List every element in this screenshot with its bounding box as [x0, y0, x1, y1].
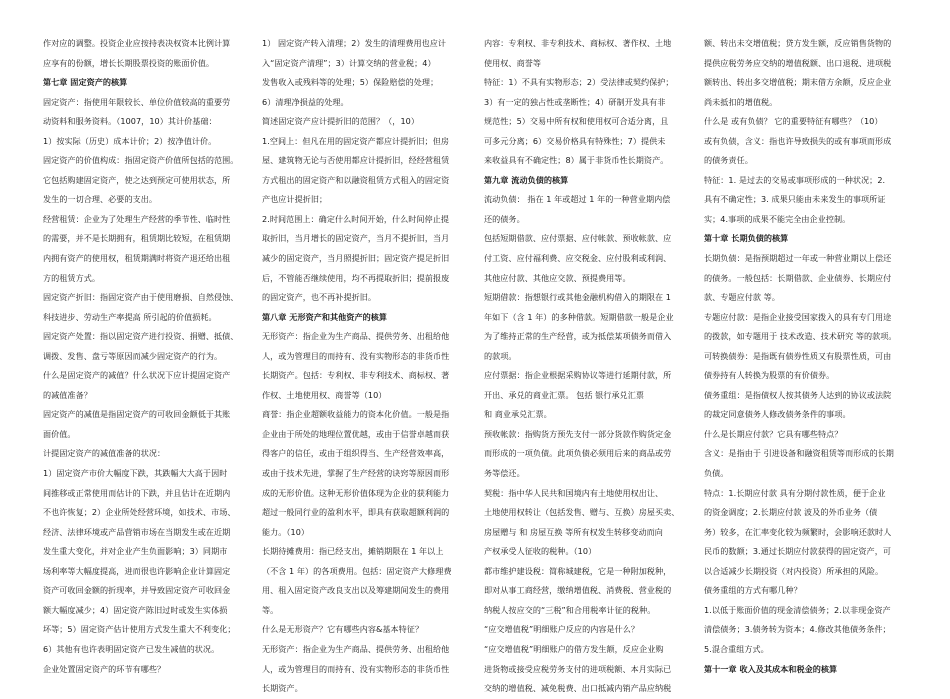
text-line: 款、专题应付款 等。: [704, 292, 780, 303]
text-line: 6）其他有也许表明固定资产已发生减值的状况。: [43, 643, 220, 654]
text-line: 预收帐款：指购货方预先支付一部分货款作购货定金: [484, 428, 672, 439]
text-line: 什么是无形资产？它有哪些内容&基本特征？: [262, 624, 424, 635]
text-line: 经营租赁：企业为了处理生产经营的季节性、临时性: [43, 213, 231, 224]
text-line: 超过一般同行业的盈利水平，即具有获取超额利润的: [262, 507, 450, 518]
text-line: 屋、建筑物无论与否使用都应计提折旧，经经营租赁: [262, 155, 450, 166]
text-line: 无形资产：指企业为生产商品、提供劳务、出租给他: [262, 331, 450, 342]
text-line: 固定资产：指使用年限较长、单位价值较高的重要劳: [43, 96, 231, 107]
text-line: 1）按实际（历史）成本计价；2）按净值计价。: [43, 135, 217, 146]
text-line: 简述固定资产应计提折旧的范围？（，10）: [262, 116, 419, 127]
text-line: 土地使用权转让（包括发售、赠与、互换）房屋买卖、: [484, 507, 680, 518]
text-line: 的裁定同意债务人修改债务条件的事项。: [704, 409, 851, 420]
text-line: 应享有的份额，增长长期股票投资的账面价值。: [43, 57, 215, 68]
text-line: 特点：1.长期应付款 具有分期付款性质，便于企业: [704, 487, 886, 498]
text-line: 额转出、转出多交增值税；期末借方余额，反应企业: [704, 77, 892, 88]
text-line: 入“固定资产清理”；3）计算交纳的营业税；4）: [262, 57, 436, 68]
section-heading: 第九章 流动负债的核算: [484, 174, 569, 185]
text-line: 它包括购建固定资产，使之达到预定可使用状态，所: [43, 174, 231, 185]
text-line: 的债务。一般包括：长期借款、企业债券、长期应付: [704, 272, 892, 283]
text-line: 和 商业承兑汇票。: [484, 409, 552, 420]
text-line: 作对应的调整。投资企业应按持表决权资本比例计算: [43, 38, 231, 48]
text-line: 都市维护建设税：简称城建税，它是一种附加税种，: [484, 565, 672, 576]
text-line: 使用权、商誉等: [484, 57, 542, 68]
text-line: 具有不确定性；3. 成果只能由未来发生的事项所证: [704, 194, 886, 205]
text-line: 动资料和服务资料。（1007，10）其计价基础：: [43, 116, 217, 127]
text-line: 的债务责任。: [704, 155, 753, 166]
text-line: 固定资产处置：指以固定资产进行投资、捐赠、抵债、: [43, 331, 239, 342]
text-line: 的需要，并不是长期拥有，租赁期比较短，在租赁期: [43, 233, 231, 244]
text-line: 特征：1）不具有实物形态；2）受法律或契约保护；: [484, 77, 674, 88]
text-line: 还的债务。: [484, 213, 525, 224]
text-line: 坏等；5）固定资产估计使用方式发生重大不利变化；: [43, 624, 236, 635]
text-line: 能力。（10）: [262, 526, 310, 537]
text-line: 什么是 或有负债？ 它的重要特征有哪些？（10）: [704, 116, 883, 127]
text-line: 计提固定资产的减值准备的状况：: [43, 448, 166, 459]
text-line: 务等偿还。: [484, 468, 525, 479]
text-line: 方的租赁方式。: [43, 272, 101, 283]
text-line: 含义：是指由于 引进设备和融资租赁等而形成的长期: [704, 448, 894, 459]
text-line: 年如下（含 1 年）的多种借款。短期借款一般是企业: [484, 311, 674, 322]
text-line: 长期负债：是指预期超过一年或一种营业期以上偿还: [704, 253, 892, 264]
text-line: 尚未抵扣的增值税。: [704, 96, 778, 107]
text-line: 契税：指中华人民共和国境内有土地使用权出让、: [484, 487, 664, 498]
text-line: 长期资产。包括：专利权、非专利技术、商标权、著: [262, 370, 450, 381]
text-line: 成的无形价值。这种无形价值体现为企业的获利能力: [262, 487, 450, 498]
text-line: 或由于技术先进，掌握了生产经营的诀窍等原因而形: [262, 468, 450, 479]
text-line: 1.空间上：但凡在用的固定资产都应计提折旧；但房: [262, 135, 449, 146]
text-line: 无形资产：指企业为生产商品、提供劳务、出租给他: [262, 643, 450, 654]
text-line: 负债。: [704, 468, 729, 479]
text-line: 的固定资产，也不再补提折旧。: [262, 292, 377, 303]
text-line: 内容：专利权、非专利技术、商标权、著作权、土地: [484, 38, 672, 48]
text-line: 债务重组的方式有哪几种？: [704, 585, 802, 596]
text-line: 减少的固定资产，当月照提折旧；固定资产提足折旧: [262, 253, 450, 264]
text-line: 5.混合重组方式。: [704, 643, 769, 654]
text-line: 发生的一切合理、必要的支出。: [43, 194, 158, 205]
text-line: “应交增值税”明细账户的借方发生额，反应企业购: [484, 643, 664, 654]
text-line: 场利率等大幅度提高，进而很也许影响企业计算固定: [43, 565, 231, 576]
text-line: 可转换债券：是指既有债券性质又有股票性质，可由: [704, 350, 892, 361]
text-line: 债务重组：是指债权人按其债务人达到的协议或法院: [704, 389, 892, 400]
text-line: 企业处置固定资产的环节有哪些？: [43, 663, 166, 674]
text-line: 可多元分离；6）交易价格具有特殊性；7）提供未: [484, 135, 666, 146]
text-column-3: [484, 34, 687, 694]
text-line: 即对从事工商经营，缴纳增值税、消费税、营业税的: [484, 585, 672, 596]
text-line: 长期资产。: [262, 683, 303, 694]
text-line: （不含 1 年）的各项费用。包括：固定资产大修理费: [262, 565, 452, 576]
text-line: 1） 固定资产转入清理；2）发生的清理费用也应计: [262, 38, 447, 48]
text-line: 间推移或正常使用而估计的下跌，并且估计在近期内: [43, 487, 231, 498]
text-line: 专题应付款：是指企业接受国家拨入的具有专门用途: [704, 311, 892, 322]
text-line: 经济、法律环境或产品营销市场在当期发生或在近期: [43, 526, 231, 537]
text-line: 什么是固定资产的减值？什么状况下应计提固定资产: [43, 370, 231, 381]
text-line: 商誉：指企业超额收益能力的资本化价值。一般是指: [262, 409, 450, 420]
text-line: 的减值准备？: [43, 389, 92, 400]
text-line: 固定资产折旧：指固定资产由于使用磨损、自然侵蚀、: [43, 292, 239, 303]
text-line: 发售收入或残料等的处理；5）保险赔偿的处理；: [262, 77, 439, 88]
text-line: 为了维持正常的生产经营，或为抵偿某项债务而借入: [484, 331, 672, 342]
text-line: 产也应计提折旧；: [262, 194, 328, 205]
section-heading: 第十章 长期负债的核算: [704, 233, 789, 244]
text-line: 企业由于所处的地理位置优越，或由于信誉卓越而获: [262, 428, 450, 439]
text-line: 民币的数额；3.通过长期应付款获得的固定资产，可: [704, 546, 891, 557]
text-line: 科技进步、劳动生产率提高 所引起的价值损耗。: [43, 311, 217, 322]
text-line: 提供应税劳务应交纳的增值税额、出口退税、进项税: [704, 57, 892, 68]
text-line: 资产可收回金额的折现率，并导致固定资产可收回金: [43, 585, 231, 596]
text-line: 特征：1. 是过去的交易或事项形成的一种状况；2.: [704, 174, 886, 185]
text-line: 发生重大变化，并对企业产生负面影响；3）同期市: [43, 546, 228, 557]
text-line: 包括短期借款、应付票据、应付帐款、预收帐款、应: [484, 233, 672, 244]
text-line: 人，或为管理目的而持有、没有实物形态的非货币性: [262, 663, 450, 674]
text-line: 的款项。: [484, 350, 517, 361]
text-line: 付工资、应付福利费、应交税金、应付股利或利润、: [484, 253, 672, 264]
text-line: 用、租入固定资产改良支出以及筹建期间发生的费用: [262, 585, 450, 596]
text-line: 固定资产的减值是指固定资产的可收回金额低于其账: [43, 409, 231, 420]
text-line: 人，或为管理目的而持有、没有实物形态的非货币性: [262, 350, 450, 361]
text-line: 流动负债： 指在 1 年或超过 1 年的一种营业期内偿: [484, 194, 671, 205]
text-line: 得客户的信任，或由于组织得当、生产经营效率高，: [262, 448, 450, 459]
text-line: 应付票据：指企业根据采购协议等进行延期付款，所: [484, 370, 672, 381]
text-line: 短期借款：指想银行或其他金融机构借入的期限在 1: [484, 292, 671, 303]
text-line: 开出、承兑的商业汇票。 包括 银行承兑汇票: [484, 389, 644, 400]
text-line: 或有负债，含义：指也许导致损失的或有事项而形成: [704, 135, 892, 146]
text-line: 不也许恢复；2）企业所处经营环境，如技术、市场、: [43, 507, 236, 518]
text-line: 规范性；5）交易中所有权和使用权可合适分离，且: [484, 116, 669, 127]
text-line: 来收益具有不确定性；8）属于非货币性长期资产。: [484, 155, 669, 166]
text-line: 以合适减少长期投资（对内投资）所承担的风险。: [704, 565, 884, 576]
text-line: 2.时间范围上：确定什么时间开始，什么时间停止提: [262, 213, 449, 224]
section-heading: 第八章 无形资产和其他资产的核算: [262, 311, 388, 322]
text-line: 交纳的增值税、减免税费、出口抵减内销产品应纳税: [484, 683, 672, 694]
text-line: 房屋赠与 和 房屋互换 等所有权发生转移变动而向: [484, 526, 663, 537]
text-line: 额大幅度减少；4）固定资产陈旧过时或发生实体损: [43, 604, 228, 615]
text-line: 方式租出的固定资产和以融资租赁方式租入的固定资: [262, 174, 450, 185]
text-line: 的拨款，如专题用于 技术改造、技术研究 等的款项。: [704, 331, 897, 342]
text-line: 产权承受人征收的税种。（10）: [484, 546, 597, 557]
text-line: 清偿债务；3.债务转为资本；4.修改其他债务条件；: [704, 624, 891, 635]
text-line: “应交增值税”明细账户反应的内容是什么？: [484, 624, 640, 635]
text-line: 固定资产的价值构成：指固定资产价值所包括的范围。: [43, 155, 239, 166]
text-line: 什么是长期应付款？它具有哪些特点？: [704, 428, 843, 439]
text-column-4: [704, 34, 907, 674]
text-line: 1.以低于账面价值的现金清偿债务；2.以非现金资产: [704, 604, 891, 615]
text-line: 6）清理净损益的处理。: [262, 96, 349, 107]
text-line: 3）有一定的独占性或垄断性；4）研制开发具有非: [484, 96, 666, 107]
text-column-2: [262, 34, 465, 694]
text-line: 等。: [262, 604, 279, 615]
text-line: 后，不管能否继续使用，均不再提取折旧；提前报废: [262, 272, 450, 283]
text-line: 务）较多，在汇率变化较为频繁时，会影响还款时人: [704, 526, 892, 537]
text-line: 面价值。: [43, 428, 76, 439]
text-line: 纳税人按应交的“三税”和合用税率计征的税种。: [484, 604, 656, 615]
text-line: 调拨、发售、盘亏等原因而减少固定资产的行为。: [43, 350, 223, 361]
section-heading: 第十一章 收入及其成本和税金的核算: [704, 663, 838, 674]
text-line: 长期待摊费用：指已经支出，摊销期限在 1 年以上: [262, 546, 444, 557]
text-column-1: [43, 34, 246, 674]
section-heading: 第七章 固定资产的核算: [43, 77, 128, 88]
text-line: 实；4.事项的成果不能完全由企业控制。: [704, 213, 851, 224]
text-line: 的资金调度；2.长期应付款 波及的外币业务（债: [704, 507, 878, 518]
text-line: 内拥有资产的使用权，租赁期满时将资产退还给出租: [43, 253, 231, 264]
text-line: 额、转出未交增值税；贷方发生额，反应销售货物的: [704, 38, 892, 48]
text-line: 而形成的一项负债。此项负债必须用后来的商品或劳: [484, 448, 672, 459]
text-line: 取折旧，当月增长的固定资产，当月不提折旧，当月: [262, 233, 450, 244]
text-line: 其他应付款、其他应交款、预提费用等。: [484, 272, 631, 283]
text-line: 债券持有人转换为股票的有价债券。: [704, 370, 835, 381]
text-line: 作权、土地使用权、商誉等（10）: [262, 389, 387, 400]
text-line: 进货物或接受应税劳务支付的进项税额、本月实际已: [484, 663, 672, 674]
text-line: 1）固定资产市价大幅度下跌，其跌幅大大高于因时: [43, 468, 228, 479]
